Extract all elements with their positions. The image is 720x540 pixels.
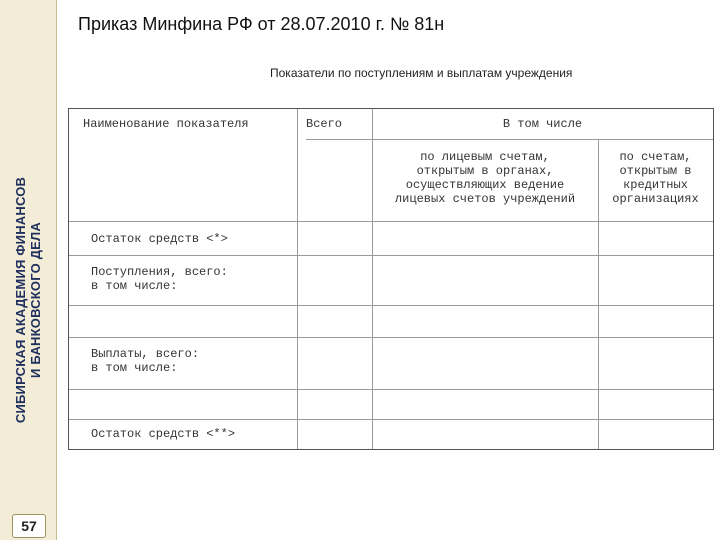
grid-line bbox=[69, 305, 713, 306]
grid-line bbox=[69, 389, 713, 390]
form-subtitle: Показатели по поступлениям и выплатам учреждения bbox=[270, 66, 573, 80]
header-treasury-accounts: по лицевым счетам, открытым в органах, осуществляющих ведение лицевых счетов учреждений bbox=[394, 150, 576, 206]
header-total-column: Всего bbox=[306, 117, 343, 131]
grid-line bbox=[69, 337, 713, 338]
header-credit-accounts: по счетам, открытым в кредитных организациях bbox=[612, 150, 699, 206]
organization-name-line2: И БАНКОВСКОГО ДЕЛА bbox=[28, 222, 43, 378]
row-payments: Выплаты, всего: в том числе: bbox=[91, 347, 200, 375]
organization-name-line1: СИБИРСКАЯ АКАДЕМИЯ ФИНАНСОВ bbox=[13, 176, 28, 424]
grid-line bbox=[297, 109, 298, 449]
sidebar bbox=[0, 0, 57, 540]
organization-name bbox=[13, 177, 43, 423]
header-name-column: Наименование показателя bbox=[83, 117, 249, 131]
grid-line bbox=[69, 419, 713, 420]
page-title: Приказ Минфина РФ от 28.07.2010 г. № 81н bbox=[78, 14, 445, 34]
indicators-form-table bbox=[68, 108, 714, 450]
grid-line bbox=[306, 139, 713, 140]
row-balance-end: Остаток средств <**> bbox=[91, 427, 236, 441]
row-balance-start: Остаток средств <*> bbox=[91, 232, 228, 246]
grid-line bbox=[69, 221, 713, 222]
grid-line bbox=[69, 255, 713, 256]
slide-number: 57 bbox=[12, 514, 46, 538]
sidebar-divider bbox=[56, 0, 57, 540]
header-including-column: В том числе bbox=[502, 117, 583, 131]
row-receipts: Поступления, всего: в том числе: bbox=[91, 265, 228, 293]
